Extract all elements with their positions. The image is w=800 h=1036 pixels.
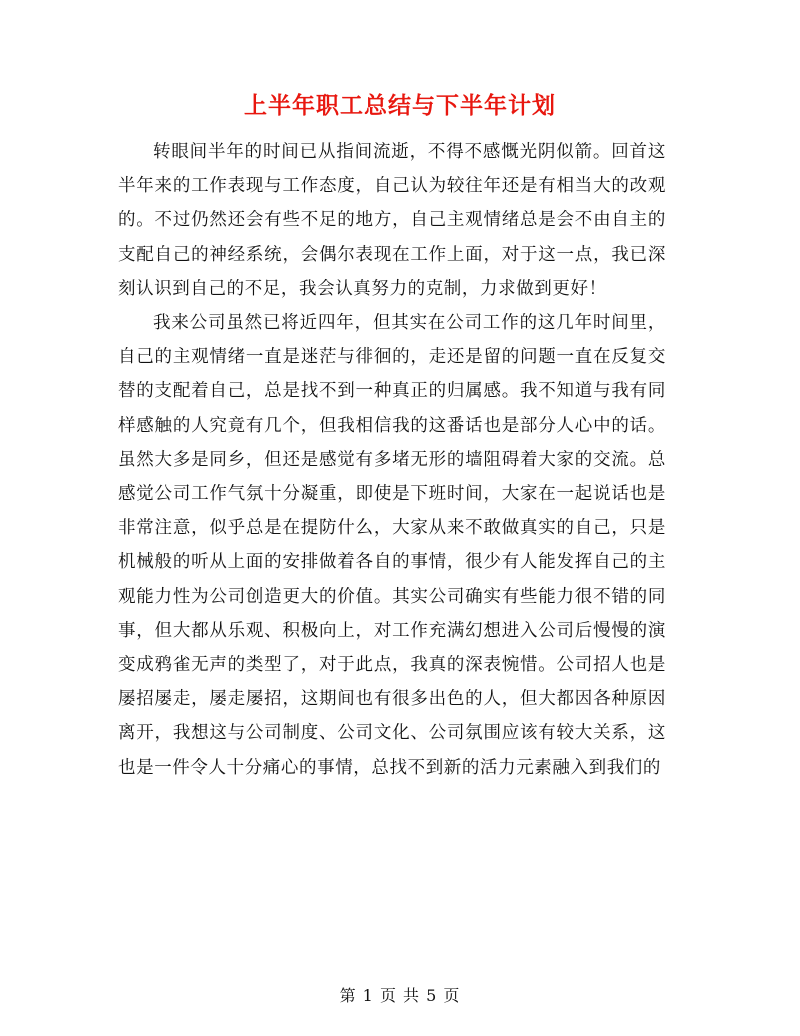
document-title: 上半年职工总结与下半年计划 [244,92,556,119]
page-number-footer: 第 1 页 共 5 页 [339,986,461,1005]
paragraph-1: 转眼间半年的时间已从指间流逝，不得不感慨光阴似箭。回首这半年来的工作表现与工作态度，自己认为较往年还是有相当大的改观的。不过仍然还会有些不足的地方，自己主观情绪总是会不由自主的支配自己的神经系统，会偶尔表现在工作上面，对于这一点，我已深刻认识到自己的不足，我会认真努力的克制，力求做到更好！ [118,142,666,299]
document-body [118,135,666,785]
paragraph-2: 我来公司虽然已将近四年，但其实在公司工作的这几年时间里，自己的主观情绪一直是迷茫与徘徊的，走还是留的问题一直在反复交替的支配着自己，总是找不到一种真正的归属感。我不知道与我有同样感触的人究竟有几个，但我相信我的这番话也是部分人心中的话。虽然大多是同乡，但还是感觉有多堵无形的墙阻碍着大家的交流。总感觉公司工作气氛十分凝重，即使是下班时间，大家在一起说话也是非常注意，似乎总是在提防什么，大家从来不敢做真实的自己，只是机械般的听从上面的安排做着各自的事情，很少有人能发挥自己的主观能力性为公司创造更大的价值。其实公司确实有些能力很不错的同事，但大都从乐观、积极向上，对工作充满幻想进入公司后慢慢的演变成鸦雀无声的类型了，对于此点，我真的深表惋惜。公司招人也是屡招屡走，屡走屡招，这期间也有很多出色的人，但大都因各种原因离开，我想这与公司制度、公司文化、公司氛围应该有较大关系，这也是一件令人十分痛心的事情，总找不到新的活力元素融入到我们的 [118,313,666,778]
